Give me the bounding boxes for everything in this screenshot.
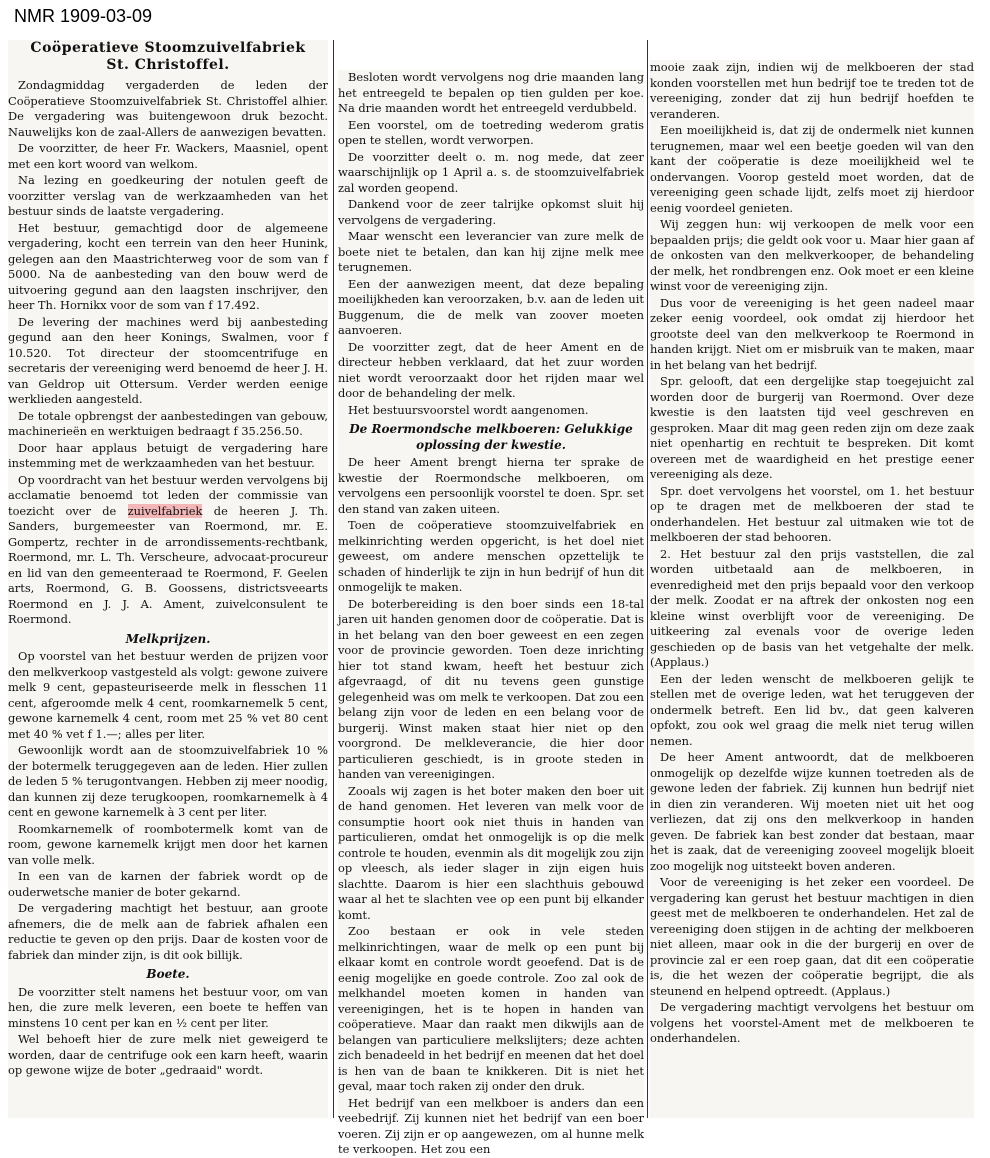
paragraph: Zooals wij zagen is het boter maken den boer uit de hand genomen. Het leveren van melk voor de consumptie hoort ook niet thuis in handen van particulieren, omdat het onmogelijk is op die melk controle te houden, evenmin als dit mogelijk zou zijn op vleesch, als ieder slager in zijn eigen huis slachtte. Daarom is hier een slachthuis gebouwd waar al het te slachten vee op een punt bij elkander komt. — [338, 783, 644, 922]
paragraph: De boterbereiding is den boer sinds een 18-tal jaren uit handen genomen door de coöperatie. Dat is in het belang van den boer geweest en een zegen voor de provincie geworden. Toen deze inrichting hier tot stand kwam, heeft het bestuur zich afgevraagd, of dit nu tevens geen gunstige gelegenheid was om melk te verkoopen. Dat zou een belang zijn voor de leden en een belang voor de burgerij. Winst maken staat hier niet op den voorgrond. De melkleverancie, die hier door particulieren geschiedt, is in groote steden in handen van vereenigingen. — [338, 596, 644, 781]
paragraph: Door haar applaus betuigt de vergadering hare instemming met de werkzaamheden van het bestuur. — [8, 440, 328, 470]
paragraph: Zondagmiddag vergaderden de leden der Coöperatieve Stoomzuivelfabriek St. Christoffel alhier. De vergadering was buitengewoon druk bezocht. Nauwelijks kon de zaal-Allers de aanwezigen bevatten. — [8, 78, 328, 139]
paragraph: De heer Ament brengt hierna ter sprake de kwestie der Roermondsche melkboeren, om vervolgens een persoonlijk voorstel te doen. Spr. set den stand van zaken uiteen. — [338, 455, 644, 516]
newspaper-column-3 — [650, 60, 974, 1118]
paragraph: De vergadering machtigt het bestuur, aan groote afnemers, die de melk aan de fabriek afhalen een reductie te geven op den prijs. Daar de kosten voor de fabriek dan minder zijn, is dit ook billijk. — [8, 901, 328, 962]
paragraph: Toen de coöperatieve stoomzuivelfabriek en melkinrichting werden opgericht, is het doel niet geweest, om andere menschen opzettelijk te schaden of hinderlijk te zijn in hun bedrijf of hun dit onmogelijk te maken. — [338, 518, 644, 594]
paragraph: 2. Het bestuur zal den prijs vaststellen, die zal worden uitbetaald aan de melkboeren, in evenredigheid met den prijs bepaald voor den verkoop der melk. Zoodat er na aftrek der onkosten nog een kleine winst overblijft voor de vereeniging. De uitkeering zal evenals voor de overige leden geschieden op de basis van het vetgehalte der melk. (Applaus.) — [650, 546, 974, 669]
section-heading: De Roermondsche melkboeren: Gelukkige oplossing der kwestie. — [349, 422, 633, 452]
paragraph: Maar wenscht een leverancier van zure melk de boete niet te betalen, dan kan hij zijne melk mee terugnemen. — [338, 229, 644, 274]
paragraph: De voorzitter stelt namens het bestuur voor, om van hen, die zure melk leveren, een boete te heffen van minstens 10 cent per kan en ½ cent per liter. — [8, 984, 328, 1030]
paragraph: Het bestuursvoorstel wordt aangenomen. — [348, 402, 589, 417]
paragraph: Zoo bestaan er ook in vele steden melkinrichtingen, waar de melk op een punt bij elkaar komt en controle wordt geoefend. Dat is de eenig mogelijke en goede controle. Zoo zal ook de melkhandel moeten komen in handen van vereenigingen, het is te hopen in handen van coöperatieve. Maar dan raakt men dikwijls aan de belangen van particuliere melkslijters; deze achten zich benadeeld in het bedrijf en meenen dat het doel is hen van de baan te knikkeren. Dit is niet het geval, maar toch raken zij onder den druk. — [338, 924, 644, 1093]
paragraph: Wel behoeft hier de zure melk niet geweigerd te worden, daar de centrifuge ook een karn heeft, waarin op gewone wijze de boter „gedraaid" wordt. — [8, 1032, 328, 1077]
paragraph-text: de heeren J. Th. Sanders, burgemeester van Roermond, mr. E. Gompertz, rechter in de arrondissements-rechtbank, Roermond, mr. L. Th. Verscheure, advocaat-procureur en lid van den gemeenteraad te Roermond, F. Geelen arts, Roermond, G. B. Goossens, districtsveearts Roermond en J. J. A. Ament, zuivelconsulent te Roermond. — [8, 503, 328, 626]
paragraph: Op voorstel van het bestuur werden de prijzen voor den melkverkoop vastgesteld als volgt: gewone zuivere melk 9 cent, gepasteuriseerde melk in flesschen 11 cent, afgeroomde melk 4 cent, roomkarnemelk 5 cent, gewone karnemelk 4 cent, room met 25 % vet 80 cent met 40 % vet f 1.—; alles per liter. — [8, 649, 328, 741]
article-title: Coöperatieve Stoomzuivelfabriek — [30, 40, 306, 56]
paragraph: Spr. gelooft, dat een dergelijke stap toegejuicht zal worden door de burgerij van Roermond. Over deze kwestie is den laatsten tijd veel geschreven en gesproken. Maar dit mag geen reden zijn om deze zaak niet openhartig en rechtuit te bespreken. Dit komt overeen met de waardigheid en het prestige eener vereeniging als deze. — [650, 374, 974, 481]
paragraph: Roomkarnemelk of roombotermelk komt van de room, gewone karnemelk krijgt men door het karnen van volle melk. — [8, 821, 328, 867]
newspaper-column-1 — [8, 40, 328, 1118]
search-highlight: zuivelfabriek — [127, 503, 203, 518]
section-heading: Boete. — [146, 967, 190, 981]
paragraph: Wij zeggen hun: wij verkoopen de melk voor een bepaalden prijs; die geldt ook voor u. Maar hier gaan af de onkosten van den melkverkooper, de behandeling der melk, het rondbrengen enz. Ook moet er een kleine winst voor de vereeniging zijn. — [650, 217, 974, 293]
paragraph: De levering der machines werd bij aanbesteding gegund aan den heer Konings, Swalmen, voor f 10.520. Tot directeur der stoomcentrifuge en secretaris der vereeniging werd benoemd de heer J. H. van Geldrop uit Ottersum. Verder werden eenige werklieden aangesteld. — [8, 314, 328, 406]
paragraph: Spr. doet vervolgens het voorstel, om 1. het bestuur op te dragen met de melkboeren der stad te onderhandelen. Het bestuur zal uitmaken wie tot de melkboeren der stad behooren. — [650, 483, 974, 544]
archive-caption: NMR 1909-03-09 — [14, 6, 153, 26]
column-divider — [333, 40, 334, 1118]
paragraph: mooie zaak zijn, indien wij de melkboeren der stad konden voorstellen met hun bedrijf toe te treden tot de vereeniging, zonder dat zij hun bedrijf hoefden te veranderen. — [650, 60, 974, 121]
paragraph: Voor de vereeniging is het zeker een voordeel. De vergadering kan gerust het bestuur machtigen in dien geest met de melkboeren te onderhandelen. Het zal de vereeniging doen stijgen in de achting der melkboeren niet alleen, maar ook in die der burgerij en over de provincie zal er een roep gaan, dat dit een coöperatie is, die het wezen der coöperatie begrijpt, die als steunend en helpend optreedt. (Applaus.) — [650, 875, 974, 998]
paragraph-text: Op voordracht van het bestuur werden vervolgens bij acclamatie benoemd tot leden der commissie van toezicht over de — [8, 472, 328, 518]
paragraph: In een van de karnen der fabriek wordt op de ouderwetsche manier de boter gekarnd. — [8, 869, 328, 899]
paragraph: De voorzitter deelt o. m. nog mede, dat zeer waarschijnlijk op 1 April a. s. de stoomzuivelfabriek zal worden geopend. — [338, 149, 644, 195]
article-subtitle: St. Christoffel. — [106, 57, 230, 73]
paragraph: De heer Ament antwoordt, dat de melkboeren onmogelijk op dezelfde wijze kunnen toetreden als de gewone leden der fabriek. Zij kunnen hun bedrijf niet in dien zin veranderen. Wij moeten niet uit het oog verliezen, dat zij ons den melkverkoop in handen geven. De fabriek kan best zonder dat bestaan, maar het is zaak, dat de vereeniging zooveel mogelijk bloeit zoo mogelijk nog uitsteekt boven anderen. — [650, 750, 974, 873]
paragraph: Gewoonlijk wordt aan de stoomzuivelfabriek 10 % der botermelk teruggegeven aan de leden. Hier zullen de leden 5 % terugontvangen. Hebben zij meer noodig, dan kunnen zij deze terugkoopen, roomkarnemelk à 4 cent en gewone karnemelk à 3 cent per liter. — [8, 743, 328, 819]
paragraph: Dankend voor de zeer talrijke opkomst sluit hij vervolgens de vergadering. — [338, 197, 644, 227]
paragraph: Besloten wordt vervolgens nog drie maanden lang het entreegeld te bepalen op tien gulden per koe. Na drie maanden wordt het entreegeld verdubbeld. — [338, 70, 644, 115]
paragraph: Een der leden wenscht de melkboeren gelijk te stellen met de overige leden, wat het teruggeven der ondermelk betreft. Een lid bv., dat geen kalveren opfokt, zou ook wel graag die melk niet terug willen nemen. — [650, 671, 974, 748]
paragraph: Een moeilijkheid is, dat zij de ondermelk niet kunnen terugnemen, maar wel een beetje goeden wil van den kant der coöperatie is deze moeilijkheid wel te ondervangen. Voorop gesteld moet worden, dat de vereeniging geen schade lijdt, zelfs moet zij hierdoor eenig voordeel genieten. — [650, 123, 974, 215]
paragraph: Het bestuur, gemachtigd door de algemeene vergadering, kocht een terrein van den heer Hunink, gelegen aan den Maastrichterweg voor de som van f 5000. Na de aanbesteding van den bouw werd de uitvoering gegund aan den laagsten inschrijver, den heer Th. Hornikx voor de som van f 17.492. — [8, 220, 328, 312]
paragraph: De voorzitter zegt, dat de heer Ament en de directeur hebben verklaard, dat het zuur worden niet wordt veroorzaakt door het rijden maar wel door de behandeling der melk. — [338, 339, 644, 400]
paragraph: Een der aanwezigen meent, dat deze bepaling moeilijkheden kan veroorzaken, b.v. aan de leden uit Buggenum, die de melk van zoover moeten aanvoeren. — [338, 276, 644, 337]
paragraph: De totale opbrengst der aanbestedingen van gebouw, machinerieën en werktuigen bedraagt f 35.256.50. — [8, 408, 328, 438]
paragraph: Een voorstel, om de toetreding wederom gratis open te stellen, wordt verworpen. — [338, 117, 644, 147]
paragraph: Het bedrijf van een melkboer is anders dan een veebedrijf. Zij kunnen niet het bedrijf van een boer voeren. Zij zijn er op aangewezen, om al hunne melk te verkoopen. Het zou een — [338, 1095, 644, 1156]
column-divider — [647, 40, 648, 1118]
paragraph — [8, 473, 328, 628]
paragraph: De vergadering machtigt vervolgens het bestuur om volgens het voorstel-Ament met de melkboeren te onderhandelen. — [650, 1000, 974, 1045]
paragraph: Dus voor de vereeniging is het geen nadeel maar zeker eenig voordeel, ook omdat zij hierdoor het grootste deel van den melkverkoop te Roermond in handen krijgt. Niet om er misbruik van te maken, maar in het belang van het bedrijf. — [650, 295, 974, 372]
section-heading: Melkprijzen. — [125, 631, 211, 646]
paragraph: Na lezing en goedkeuring der notulen geeft de voorzitter verslag van de werkzaamheden van het bestuur sinds de laatste vergadering. — [8, 173, 328, 218]
paragraph: De voorzitter, de heer Fr. Wackers, Maasniel, opent met een kort woord van welkom. — [8, 141, 328, 171]
newspaper-column-2 — [338, 70, 644, 1156]
